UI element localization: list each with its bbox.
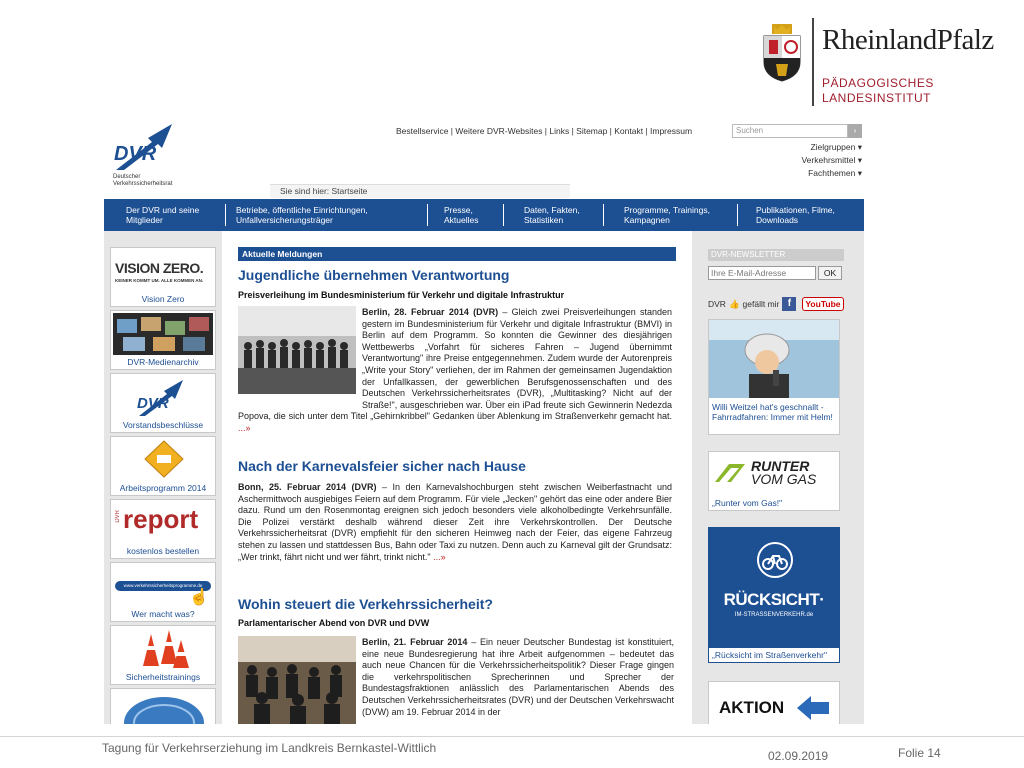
article-dateline: Berlin, 28. Februar 2014 (DVR) (362, 307, 499, 317)
logo-caption-2: Verkehrssicherheitsrat (113, 181, 173, 187)
nav-line: Aktuelles (444, 215, 479, 225)
tile-report[interactable] (110, 499, 216, 559)
article-subtitle: Parlamentarischer Abend von DVR und DVW (238, 618, 430, 628)
ruecksicht-url: IM-STRASSENVERKEHR.de (734, 612, 814, 618)
nav-line: Betriebe, öffentliche Einrichtungen, (236, 205, 368, 215)
article-subtitle: Preisverleihung im Bundesministerium für Verkehr und digitale Infrastruktur (238, 290, 565, 300)
article-dateline: Berlin, 21. Februar 2014 (362, 637, 468, 647)
dvr-logo-text: DVR (114, 143, 157, 165)
nav-line: Downloads (756, 215, 799, 225)
nav-line: Kampagnen (624, 215, 670, 225)
tile-caption: „Rücksicht im Straßenverkehr" (709, 648, 839, 662)
programm-url-banner: www.verkehrssicherheitsprogramme.de (115, 581, 211, 591)
tile-willi-weitzel[interactable] (708, 319, 840, 435)
ruecksicht-logo: RÜCKSICHT· (723, 590, 825, 609)
section-header: Aktuelle Meldungen (238, 247, 676, 261)
tile-globe[interactable] (110, 688, 216, 724)
nav-line: Daten, Fakten, (524, 205, 580, 215)
left-sidebar (104, 231, 222, 724)
tile-sicherheitstrainings[interactable] (110, 625, 216, 685)
logo-caption-1: Deutscher (113, 174, 141, 180)
tile-arbeitsprogramm[interactable] (110, 436, 216, 496)
nav-line: Publikationen, Filme, (756, 205, 835, 215)
tile-label: Vorstandsbeschlüsse (122, 420, 204, 430)
tile-caption: „Runter vom Gas!" (712, 498, 783, 508)
tile-label: DVR-Medienarchiv (127, 357, 199, 367)
nav-line: Unfallversicherungsträger (236, 215, 333, 225)
newsletter-header: DVR-NEWSLETTER (708, 249, 844, 261)
dvr-report-prefix: DVR (115, 510, 121, 523)
nav-line: Statistiken (524, 215, 564, 225)
tile-caption: Willi Weitzel hat's geschnallt - Fahrradfahren: Immer mit Helm! (712, 402, 833, 422)
vision-zero-tagline: KEINER KOMMT UM. ALLE KOMMEN AN. (115, 278, 204, 283)
nav-item-betriebe[interactable] (226, 204, 428, 226)
helmet-kid-photo (709, 320, 839, 398)
institute-name (822, 76, 934, 106)
tile-vorstandsbeschluesse[interactable] (110, 373, 216, 433)
dvr-logo-small-icon (135, 378, 191, 418)
caret-down-icon: ▾ (857, 168, 862, 178)
tile-vision-zero[interactable] (110, 247, 216, 307)
tile-label: Wer macht was? (131, 609, 195, 619)
coat-of-arms-icon (762, 24, 802, 82)
nav-item-dvr[interactable] (104, 204, 226, 226)
dvr-logo[interactable] (110, 120, 190, 194)
article-title[interactable]: Jugendliche übernehmen Verantwortung (238, 267, 510, 283)
nav-item-publikationen[interactable] (738, 204, 864, 226)
institute-line-2: LANDESINSTITUT (822, 91, 932, 105)
dropdown-label: Fachthemen (808, 168, 856, 178)
article-text: – Ein neuer Deutscher Bundestag ist konstituiert, eine neue Bundesregierung hat ihre Arbeit aufgenommen – bedeutet das auch neue Chancen für die Verkehrssicherheitspolitik? Dieser Frage gingen die verkehrspolitischen Sprecherinnen und Sprecher der Bundestagsfraktionen anlässlich des Parlamentarischen Abends des Deutschen Verkehrssicherheitsrates (DVR) und der Deutschen Verkehrswacht (DVW) am 19. Februar 2014 in der (362, 637, 674, 717)
tile-medienarchiv[interactable] (110, 310, 216, 370)
text-wrap-spacer (238, 307, 362, 409)
sign-icon (143, 439, 185, 479)
traffic-cones-icon (133, 628, 195, 670)
search-input[interactable]: Suchen (732, 124, 848, 138)
article-dateline: Bonn, 25. Februar 2014 (DVR) (238, 482, 377, 492)
rlp-logo (760, 18, 1000, 108)
dvr-website-screenshot (104, 118, 864, 724)
footer-date: 02.09.2019 (768, 749, 829, 763)
breadcrumb: Sie sind hier: Startseite (270, 184, 570, 198)
newsletter-ok-button[interactable]: OK (818, 266, 842, 280)
nav-line: Der DVR und seine (126, 205, 200, 215)
nav-line: Presse, (444, 205, 473, 215)
article-photo[interactable] (238, 636, 356, 724)
dvr-small-logo-text: DVR (137, 395, 169, 412)
institute-line-1: PÄDAGOGISCHES (822, 76, 934, 90)
article-body (362, 637, 674, 718)
rlp-name: RheinlandPfalz (822, 24, 994, 56)
slide-number: Folie 14 (898, 746, 941, 760)
article-body (238, 482, 672, 563)
arrow-icon (793, 690, 833, 724)
dvr-logo-caption (113, 174, 172, 188)
article-title[interactable]: Nach der Karnevalsfeier sicher nach Hause (238, 458, 526, 474)
article-title[interactable]: Wohin steuert die Verkehrssicherheit? (238, 596, 493, 612)
runter-logo (751, 460, 816, 486)
news-column (222, 231, 692, 724)
more-link[interactable]: ...» (238, 422, 251, 433)
dropdown-label: Zielgruppen (810, 142, 856, 152)
youtube-icon[interactable]: YouTube (802, 297, 843, 311)
tile-aktion[interactable] (708, 681, 840, 724)
more-link[interactable]: ...» (433, 551, 446, 562)
report-logo: report (123, 504, 199, 534)
chevron-right-icon: › (853, 126, 857, 135)
tile-label: Vision Zero (141, 294, 185, 304)
vision-zero-logo-text: VISION ZERO. (115, 260, 204, 276)
vision-zero-logo (115, 260, 203, 276)
social-dvr-label: DVR (708, 299, 726, 309)
footer-divider (0, 736, 1024, 737)
article-body (238, 307, 672, 435)
newsletter-email-input[interactable]: Ihre E-Mail-Adresse (708, 266, 816, 280)
caret-down-icon: ▾ (857, 142, 862, 152)
main-nav (104, 199, 864, 231)
tile-label: kostenlos bestellen (126, 546, 200, 556)
tile-ruecksicht[interactable] (708, 527, 840, 663)
dropdown-zielgruppen[interactable] (810, 142, 862, 153)
tile-label: Sicherheitstrainings (125, 672, 201, 682)
tile-wer-macht-was[interactable] (110, 562, 216, 622)
aktion-logo: AKTION (719, 698, 785, 717)
film-strip-icon (113, 313, 213, 355)
nav-item-presse[interactable] (428, 204, 504, 226)
caret-down-icon: ▾ (857, 155, 862, 165)
thumbs-up-icon: 👍 (728, 298, 740, 309)
article-text: – Gleich zwei Preisverleihungen standen gestern im Bundesministerium für Verkehr und digitale Infrastruktur (BMVI) in Berlin auf dem Programm. So konnten die Gewinner des diesjährigen Wettbewerbs „Vorfahrt für sicheres Fahren – Jugend übernimmt Verantwortung" ihre Preise entgegennehmen. Zudem wurde der Autorenpreis „Write your Story" verliehen, der im Rahmen der gemeinsamen Jugendaktion der Unfallkassen, der gewerblichen Berufsgenossenschaften und des Deutschen Verkehrssicherheitsrates (DVR), „Multitasking? Nicht auf der Straße!", ausgeschrieben war. Über ein iPad freute sich Gewinnerin Nedezda Popova, die sich unter dem Titel „Gehirnkribbel" Gedanken über Ablenkung im Straßenverkehr gemacht hat. (238, 307, 673, 422)
nav-line: Programme, Trainings, (624, 205, 710, 215)
dropdown-label: Verkehrsmittel (801, 155, 856, 165)
top-links[interactable]: Bestellservice | Weitere DVR-Websites | Links | Sitemap | Kontakt | Impressum (396, 126, 693, 136)
hand-pointer-icon: ☝ (189, 589, 209, 606)
dropdown-verkehrsmittel[interactable] (801, 155, 862, 166)
tile-label: Arbeitsprogramm 2014 (119, 483, 207, 493)
right-sidebar (692, 231, 864, 724)
facebook-icon[interactable]: f (782, 297, 796, 311)
nav-item-daten[interactable] (504, 204, 604, 226)
runter-logo-line2: VOM GAS (751, 471, 817, 487)
nav-item-programme[interactable] (604, 204, 738, 226)
bicycle-icon (757, 542, 793, 578)
article-text: – In den Karnevalshochburgen steht zwischen Weiberfastnacht und Aschermittwoch ausgiebiges Feiern auf dem Programm. Für viele „Jecken" gehört das eine oder andere Bier dazu. Rund um den Rosenmontag ereignen sich jedoch besonders viele alkoholbedingte Verkehrsunfälle. Die Polizei verstärkt deshalb während dieser Zeit ihre Verkehrskontrollen. Der Deutsche Verkehrssicherheitsrat (DVR) empfiehlt für den sicheren Heimweg nach der Feier, das eigene Fahrzeug stehen zu lassen und stattdessen Bus, Bahn oder Taxi zu nutzen. Denn auch zu Karneval gilt der Grundsatz: „Wer trinkt, fährt nicht und wer fährt, trinkt nicht." (238, 482, 672, 562)
search-button[interactable] (848, 124, 862, 138)
speed-arrows-icon (715, 462, 749, 484)
nav-line: Mitglieder (126, 215, 163, 225)
runter-logo-line1: RUNTER (751, 458, 810, 474)
dvr-logo-icon (110, 120, 180, 172)
social-links (708, 297, 844, 311)
dropdown-fachthemen[interactable] (808, 168, 862, 179)
footer-title: Tagung für Verkehrserziehung im Landkreis Bernkastel-Wittlich (102, 741, 437, 755)
globe-icon (121, 693, 207, 724)
tile-runter-vom-gas[interactable] (708, 451, 840, 511)
social-like-label: gefällt mir (742, 299, 780, 309)
logo-divider (812, 18, 814, 106)
